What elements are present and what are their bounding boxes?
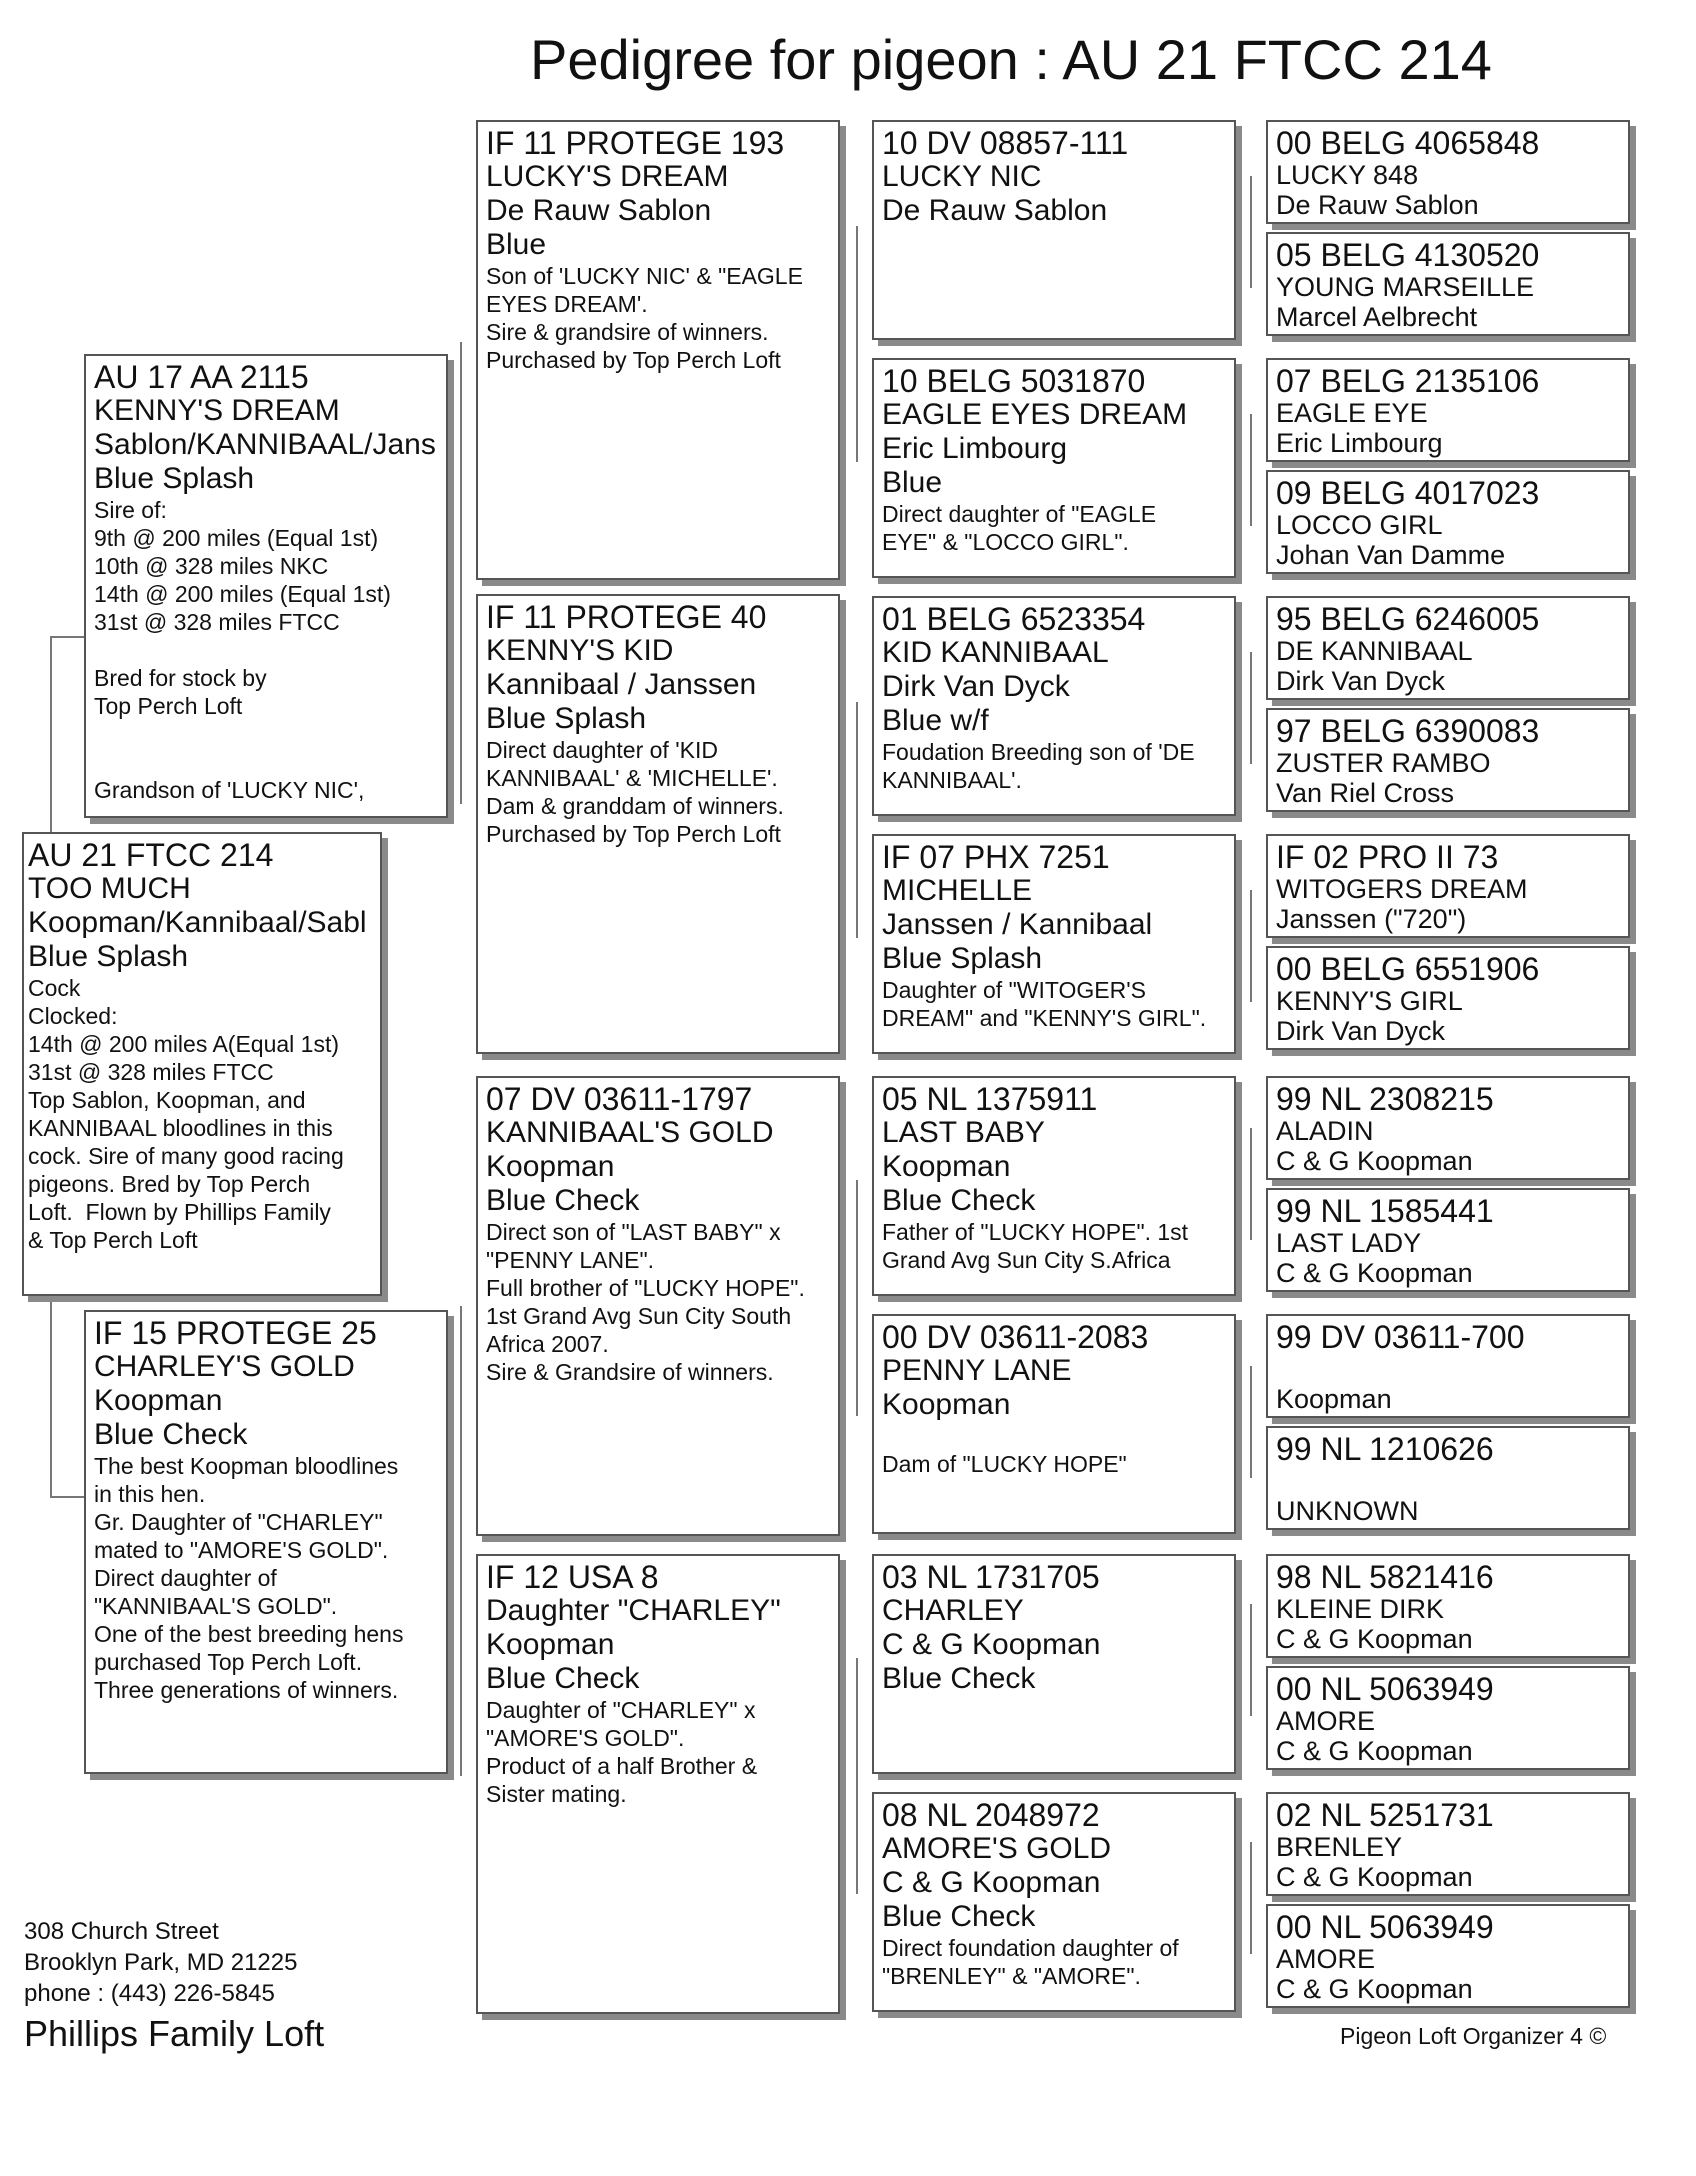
great-grandparent-box — [872, 596, 1236, 816]
pigeon-name: EAGLE EYE — [1276, 398, 1428, 428]
strain: C & G Koopman — [1276, 1736, 1473, 1766]
color: Blue Splash — [486, 702, 647, 735]
notes: Daughter of "WITOGER'S DREAM" and "KENNY'S GIRL". — [882, 977, 1207, 1031]
band-number: 02 NL 5251731 — [1276, 1797, 1494, 1833]
band-number: 99 NL 1585441 — [1276, 1193, 1494, 1229]
pigeon-name: AMORE — [1276, 1706, 1376, 1736]
band-number: 05 BELG 4130520 — [1276, 237, 1540, 273]
great-great-grandparent-box — [1266, 1314, 1630, 1418]
great-grandparent-box — [872, 358, 1236, 578]
pigeon-name: KENNY'S KID — [486, 634, 674, 667]
loft-name: Phillips Family Loft — [24, 2013, 325, 2054]
strain: Dirk Van Dyck — [1276, 666, 1446, 696]
band-number: 01 BELG 6523354 — [882, 601, 1146, 637]
notes: Direct daughter of "EAGLE EYE" & "LOCCO GIRL". — [882, 501, 1157, 555]
strain: De Rauw Sablon — [1276, 190, 1479, 220]
subject-pigeon-box — [22, 832, 382, 1296]
software-credit: Pigeon Loft Organizer 4 © — [1340, 2023, 1607, 2049]
strain: De Rauw Sablon — [486, 194, 712, 227]
great-great-grandparent-box — [1266, 1426, 1630, 1530]
address-line-1: 308 Church Street — [24, 1918, 219, 1945]
great-great-grandparent-box — [1266, 232, 1630, 336]
great-great-grandparent-box — [1266, 1792, 1630, 1896]
color: Blue Splash — [882, 942, 1043, 975]
strain: Janssen ("720") — [1276, 904, 1467, 934]
great-grandparent-box — [872, 834, 1236, 1054]
pigeon-name: Daughter "CHARLEY" — [486, 1594, 781, 1627]
band-number: 00 NL 5063949 — [1276, 1671, 1494, 1707]
grandparent-box — [476, 120, 840, 580]
dam-box — [84, 1310, 448, 1774]
pigeon-name: LUCKY'S DREAM — [486, 160, 729, 193]
strain: UNKNOWN — [1276, 1496, 1419, 1526]
connector-line — [460, 1306, 462, 1776]
band-number: AU 17 AA 2115 — [94, 359, 309, 395]
notes: The best Koopman bloodlines in this hen. Gr. Daughter of "CHARLEY" mated to "AMORE'S GOLD". Direct daughter of "KANNIBAAL'S GOLD". One of the best breeding hens purchased Top Perch Loft. Three generations of winners. — [94, 1453, 404, 1703]
strain: Koopman — [94, 1384, 223, 1417]
grandparent-box — [476, 1554, 840, 2014]
pigeon-name: TOO MUCH — [28, 872, 191, 905]
band-number: IF 02 PRO II 73 — [1276, 839, 1499, 875]
pigeon-name: CHARLEY — [882, 1594, 1024, 1627]
connector-line — [1250, 414, 1252, 526]
pigeon-name: ZUSTER RAMBO — [1276, 748, 1491, 778]
strain: Koopman — [882, 1388, 1011, 1421]
strain: Koopman — [486, 1150, 615, 1183]
color: Blue Check — [882, 1900, 1036, 1933]
band-number: 00 BELG 6551906 — [1276, 951, 1540, 987]
pigeon-name: KENNY'S DREAM — [94, 394, 340, 427]
connector-line — [50, 1496, 84, 1498]
color: Blue Splash — [28, 940, 189, 973]
band-number: 03 NL 1731705 — [882, 1559, 1100, 1595]
pigeon-name: KENNY'S GIRL — [1276, 986, 1463, 1016]
strain: C & G Koopman — [1276, 1146, 1473, 1176]
pigeon-name: YOUNG MARSEILLE — [1276, 272, 1535, 302]
strain: Koopman — [486, 1628, 615, 1661]
band-number: 99 NL 2308215 — [1276, 1081, 1494, 1117]
band-number: 99 DV 03611-700 — [1276, 1319, 1525, 1355]
band-number: 95 BELG 6246005 — [1276, 601, 1540, 637]
great-great-grandparent-box — [1266, 470, 1630, 574]
band-number: 00 BELG 4065848 — [1276, 125, 1540, 161]
pigeon-name — [1276, 1466, 1622, 1496]
strain: Van Riel Cross — [1276, 778, 1455, 808]
color: Blue Splash — [94, 462, 255, 495]
pigeon-name: LOCCO GIRL — [1276, 510, 1443, 540]
great-great-grandparent-box — [1266, 1904, 1630, 2008]
notes: Son of 'LUCKY NIC' & "EAGLE EYES DREAM'. Sire & grandsire of winners. Purchased by Top Perch Loft — [486, 263, 803, 373]
great-great-grandparent-box — [1266, 120, 1630, 224]
connector-line — [856, 226, 858, 462]
connector-line — [1250, 890, 1252, 1002]
color: Blue w/f — [882, 704, 989, 737]
strain: C & G Koopman — [882, 1628, 1101, 1661]
connector-line — [1250, 1128, 1252, 1240]
connector-line — [1250, 1604, 1252, 1716]
pigeon-name: WITOGERS DREAM — [1276, 874, 1528, 904]
notes: Dam of "LUCKY HOPE" — [882, 1451, 1127, 1477]
band-number: 00 DV 03611-2083 — [882, 1319, 1149, 1355]
connector-line — [1250, 652, 1252, 764]
strain: C & G Koopman — [1276, 1974, 1473, 2004]
pigeon-name: LUCKY 848 — [1276, 160, 1419, 190]
pigeon-name: PENNY LANE — [882, 1354, 1072, 1387]
notes: Father of "LUCKY HOPE". 1st Grand Avg Sun City S.Africa — [882, 1219, 1189, 1273]
pigeon-name: KLEINE DIRK — [1276, 1594, 1445, 1624]
strain: Koopman/Kannibaal/Sabl — [28, 906, 367, 939]
strain: Dirk Van Dyck — [882, 670, 1070, 703]
pigeon-name: AMORE — [1276, 1944, 1376, 1974]
notes: Foudation Breeding son of 'DE KANNIBAAL'. — [882, 739, 1195, 793]
band-number: IF 07 PHX 7251 — [882, 839, 1110, 875]
connector-line — [856, 702, 858, 938]
band-number: IF 12 USA 8 — [486, 1559, 659, 1595]
pigeon-name: LAST BABY — [882, 1116, 1045, 1149]
connector-line — [50, 636, 84, 638]
color: Blue Check — [486, 1184, 640, 1217]
band-number: IF 11 PROTEGE 193 — [486, 125, 785, 161]
pigeon-name: BRENLEY — [1276, 1832, 1403, 1862]
notes: Direct son of "LAST BABY" x "PENNY LANE". Full brother of "LUCKY HOPE". 1st Grand Avg Sun City South Africa 2007. Sire & Grandsire of winners. — [486, 1219, 805, 1385]
pigeon-name: KID KANNIBAAL — [882, 636, 1109, 669]
band-number: 98 NL 5821416 — [1276, 1559, 1494, 1595]
strain: Koopman — [1276, 1384, 1392, 1414]
grandparent-box — [476, 1076, 840, 1536]
connector-line — [50, 1296, 52, 1496]
grandparent-box — [476, 594, 840, 1054]
sire-box — [84, 354, 448, 818]
band-number: 05 NL 1375911 — [882, 1081, 1098, 1117]
strain: Eric Limbourg — [1276, 428, 1443, 458]
strain: Sablon/KANNIBAAL/Jans — [94, 428, 436, 461]
band-number: 10 BELG 5031870 — [882, 363, 1146, 399]
color: Blue — [882, 466, 943, 499]
great-grandparent-box — [872, 1554, 1236, 1774]
page-title: Pedigree for pigeon : AU 21 FTCC 214 — [530, 28, 1492, 91]
color: Blue Check — [94, 1418, 248, 1451]
pigeon-name: ALADIN — [1276, 1116, 1374, 1146]
color: Blue Check — [882, 1184, 1036, 1217]
strain: Kannibaal / Janssen — [486, 668, 757, 701]
connector-line — [460, 342, 462, 804]
color: Blue Check — [486, 1662, 640, 1695]
band-number: AU 21 FTCC 214 — [28, 837, 274, 873]
band-number: 97 BELG 6390083 — [1276, 713, 1540, 749]
pigeon-name — [1276, 1354, 1622, 1384]
great-great-grandparent-box — [1266, 358, 1630, 462]
band-number: IF 11 PROTEGE 40 — [486, 599, 767, 635]
connector-line — [1250, 1842, 1252, 1954]
notes: Sire of: 9th @ 200 miles (Equal 1st) 10th @ 328 miles NKC 14th @ 200 miles (Equal 1st) 31st @ 328 miles FTCC Bred for stock by Top Perch Loft Grandson of 'LUCKY NIC', — [94, 497, 391, 803]
great-great-grandparent-box — [1266, 1076, 1630, 1180]
pigeon-name: LUCKY NIC — [882, 160, 1042, 193]
strain: Marcel Aelbrecht — [1276, 302, 1478, 332]
great-great-grandparent-box — [1266, 1188, 1630, 1292]
strain: Eric Limbourg — [882, 432, 1068, 465]
connector-line — [1250, 1366, 1252, 1478]
great-great-grandparent-box — [1266, 708, 1630, 812]
great-great-grandparent-box — [1266, 1554, 1630, 1658]
strain: C & G Koopman — [1276, 1624, 1473, 1654]
strain: Janssen / Kannibaal — [882, 908, 1153, 941]
connector-line — [50, 636, 52, 832]
loft-address — [24, 1916, 344, 2009]
strain: Johan Van Damme — [1276, 540, 1506, 570]
great-grandparent-box — [872, 1792, 1236, 2012]
notes: Direct foundation daughter of "BRENLEY" & "AMORE". — [882, 1935, 1179, 1989]
great-great-grandparent-box — [1266, 596, 1630, 700]
phone: phone : (443) 226-5845 — [24, 1980, 275, 2007]
great-grandparent-box — [872, 120, 1236, 340]
band-number: 99 NL 1210626 — [1276, 1431, 1494, 1467]
color: Blue — [486, 228, 547, 261]
band-number: IF 15 PROTEGE 25 — [94, 1315, 377, 1351]
connector-line — [856, 1658, 858, 1894]
strain: C & G Koopman — [882, 1866, 1101, 1899]
notes: Cock Clocked: 14th @ 200 miles A(Equal 1st) 31st @ 328 miles FTCC Top Sablon, Koopman, and KANNIBAAL bloodlines in this cock. Sire of many good racing pigeons. Bred by Top Perch Loft. Flown by Phillips Family & Top Perch Loft — [28, 975, 344, 1253]
strain: C & G Koopman — [1276, 1862, 1473, 1892]
pigeon-name: LAST LADY — [1276, 1228, 1422, 1258]
band-number: 00 NL 5063949 — [1276, 1909, 1494, 1945]
strain: Koopman — [882, 1150, 1011, 1183]
great-great-grandparent-box — [1266, 946, 1630, 1050]
band-number: 09 BELG 4017023 — [1276, 475, 1540, 511]
pigeon-name: KANNIBAAL'S GOLD — [486, 1116, 774, 1149]
notes: Daughter of "CHARLEY" x "AMORE'S GOLD". Product of a half Brother & Sister mating. — [486, 1697, 758, 1807]
pigeon-name: AMORE'S GOLD — [882, 1832, 1112, 1865]
strain: Dirk Van Dyck — [1276, 1016, 1446, 1046]
pigeon-name: MICHELLE — [882, 874, 1033, 907]
great-great-grandparent-box — [1266, 1666, 1630, 1770]
band-number: 10 DV 08857-111 — [882, 125, 1129, 161]
notes: Direct daughter of 'KID KANNIBAAL' & 'MICHELLE'. Dam & granddam of winners. Purchased by Top Perch Loft — [486, 737, 784, 847]
strain: De Rauw Sablon — [882, 194, 1108, 227]
great-grandparent-box — [872, 1076, 1236, 1296]
great-great-grandparent-box — [1266, 834, 1630, 938]
connector-line — [1250, 176, 1252, 288]
band-number: 08 NL 2048972 — [882, 1797, 1100, 1833]
pigeon-name: DE KANNIBAAL — [1276, 636, 1473, 666]
connector-line — [856, 1180, 858, 1416]
strain: C & G Koopman — [1276, 1258, 1473, 1288]
address-line-2: Brooklyn Park, MD 21225 — [24, 1949, 298, 1976]
great-grandparent-box — [872, 1314, 1236, 1534]
band-number: 07 DV 03611-1797 — [486, 1081, 753, 1117]
band-number: 07 BELG 2135106 — [1276, 363, 1540, 399]
color: Blue Check — [882, 1662, 1036, 1695]
pigeon-name: CHARLEY'S GOLD — [94, 1350, 355, 1383]
pigeon-name: EAGLE EYES DREAM — [882, 398, 1188, 431]
